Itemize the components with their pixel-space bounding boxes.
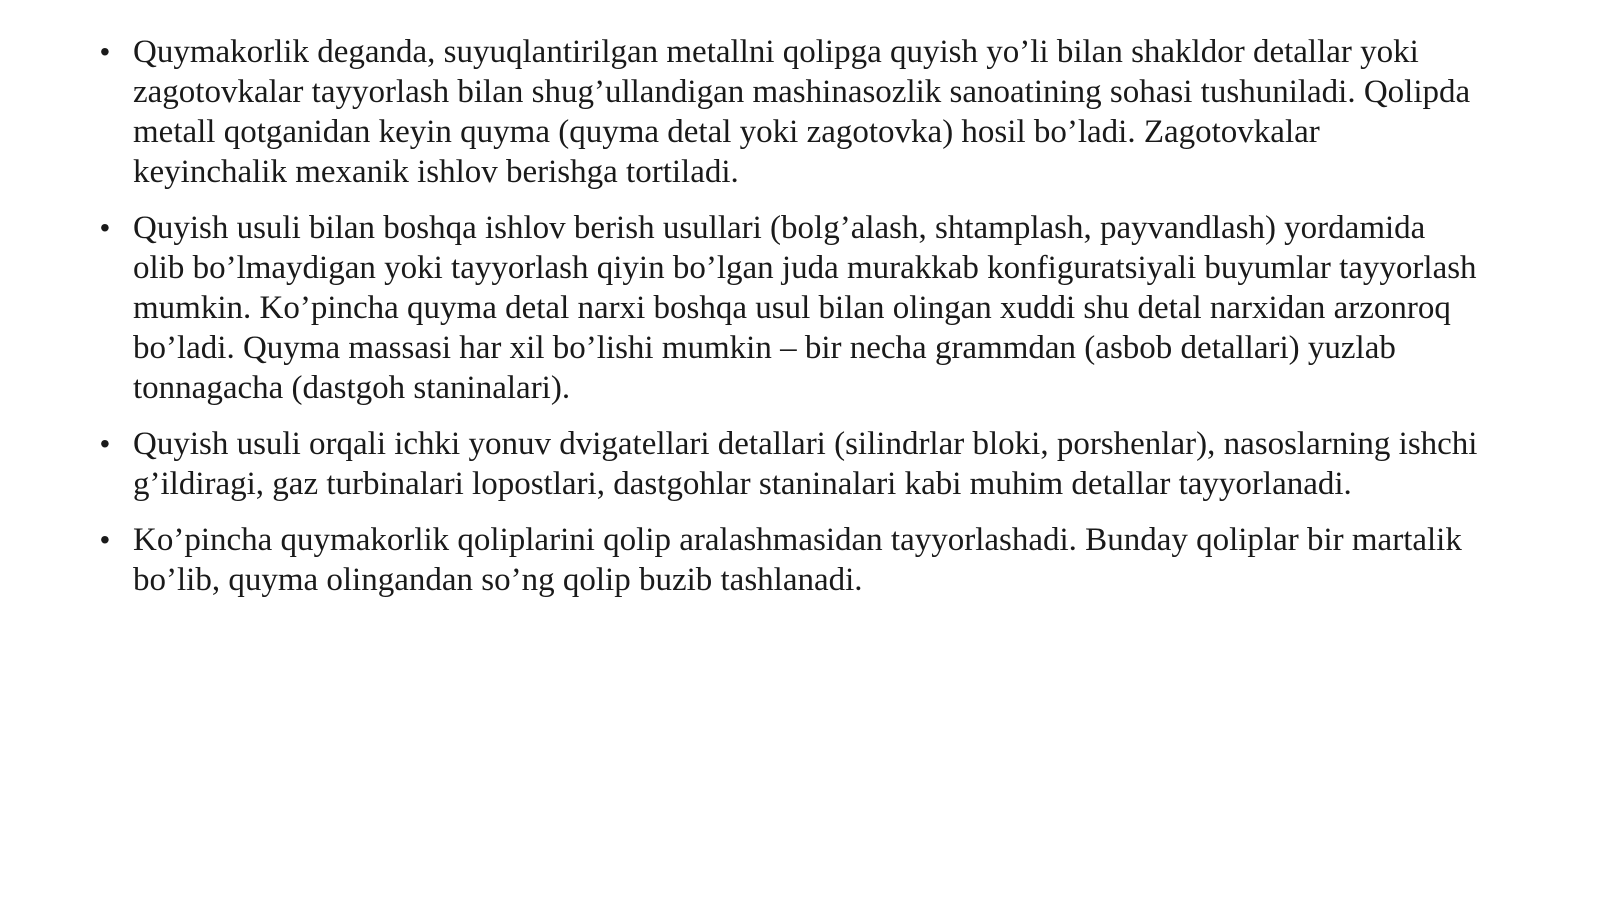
bullet-dot-icon: • [100, 428, 110, 459]
bullet-text: Ko’pincha quymakorlik qoliplarini qolip aralashmasidan tayyorlashadi. Bunday qoliplar bir martalik bo’lib, quyma olingandan so’ng qolip buzib tashlanadi. [133, 522, 1462, 598]
bullet-text: Quyish usuli orqali ichki yonuv dvigatellari detallari (silindrlar bloki, porshenlar), nasoslarning ishchi g’ildiragi, gaz turbinalari lopostlari, dastgohlar staninalari kabi muhim detallar tayyorlanadi. [133, 426, 1478, 502]
bullet-item [100, 32, 1480, 192]
bullet-text: Quymakorlik deganda, suyuqlantirilgan metallni qolipga quyish yo’li bilan shakldor detallar yoki zagotovkalar tayyorlash bilan shug’ullandigan mashinasozlik sanoatining sohasi tushuniladi. Qolipda metall qotganidan keyin quyma (quyma detal yoki zagotovka) hosil bo’ladi. Zagotovkalar keyinchalik mexanik ishlov berishga tortiladi. [133, 34, 1471, 190]
bullet-item [100, 520, 1480, 600]
bullet-item [100, 208, 1480, 408]
bullet-list [100, 32, 1480, 616]
bullet-dot-icon: • [100, 212, 110, 243]
bullet-text: Quyish usuli bilan boshqa ishlov berish usullari (bolg’alash, shtamplash, payvandlash) yordamida olib bo’lmaydigan yoki tayyorlash qiyin bo’lgan juda murakkab konfiguratsiyali buyumlar tayyorlash mumkin. Ko’pincha quyma detal narxi boshqa usul bilan olingan xuddi shu detal narxidan arzonroq bo’ladi. Quyma massasi har xil bo’lishi mumkin – bir necha grammdan (asbob detallari) yuzlab tonnagacha (dastgoh staninalari). [133, 210, 1477, 406]
bullet-item [100, 424, 1480, 504]
bullet-dot-icon: • [100, 36, 110, 67]
bullet-dot-icon: • [100, 524, 110, 555]
